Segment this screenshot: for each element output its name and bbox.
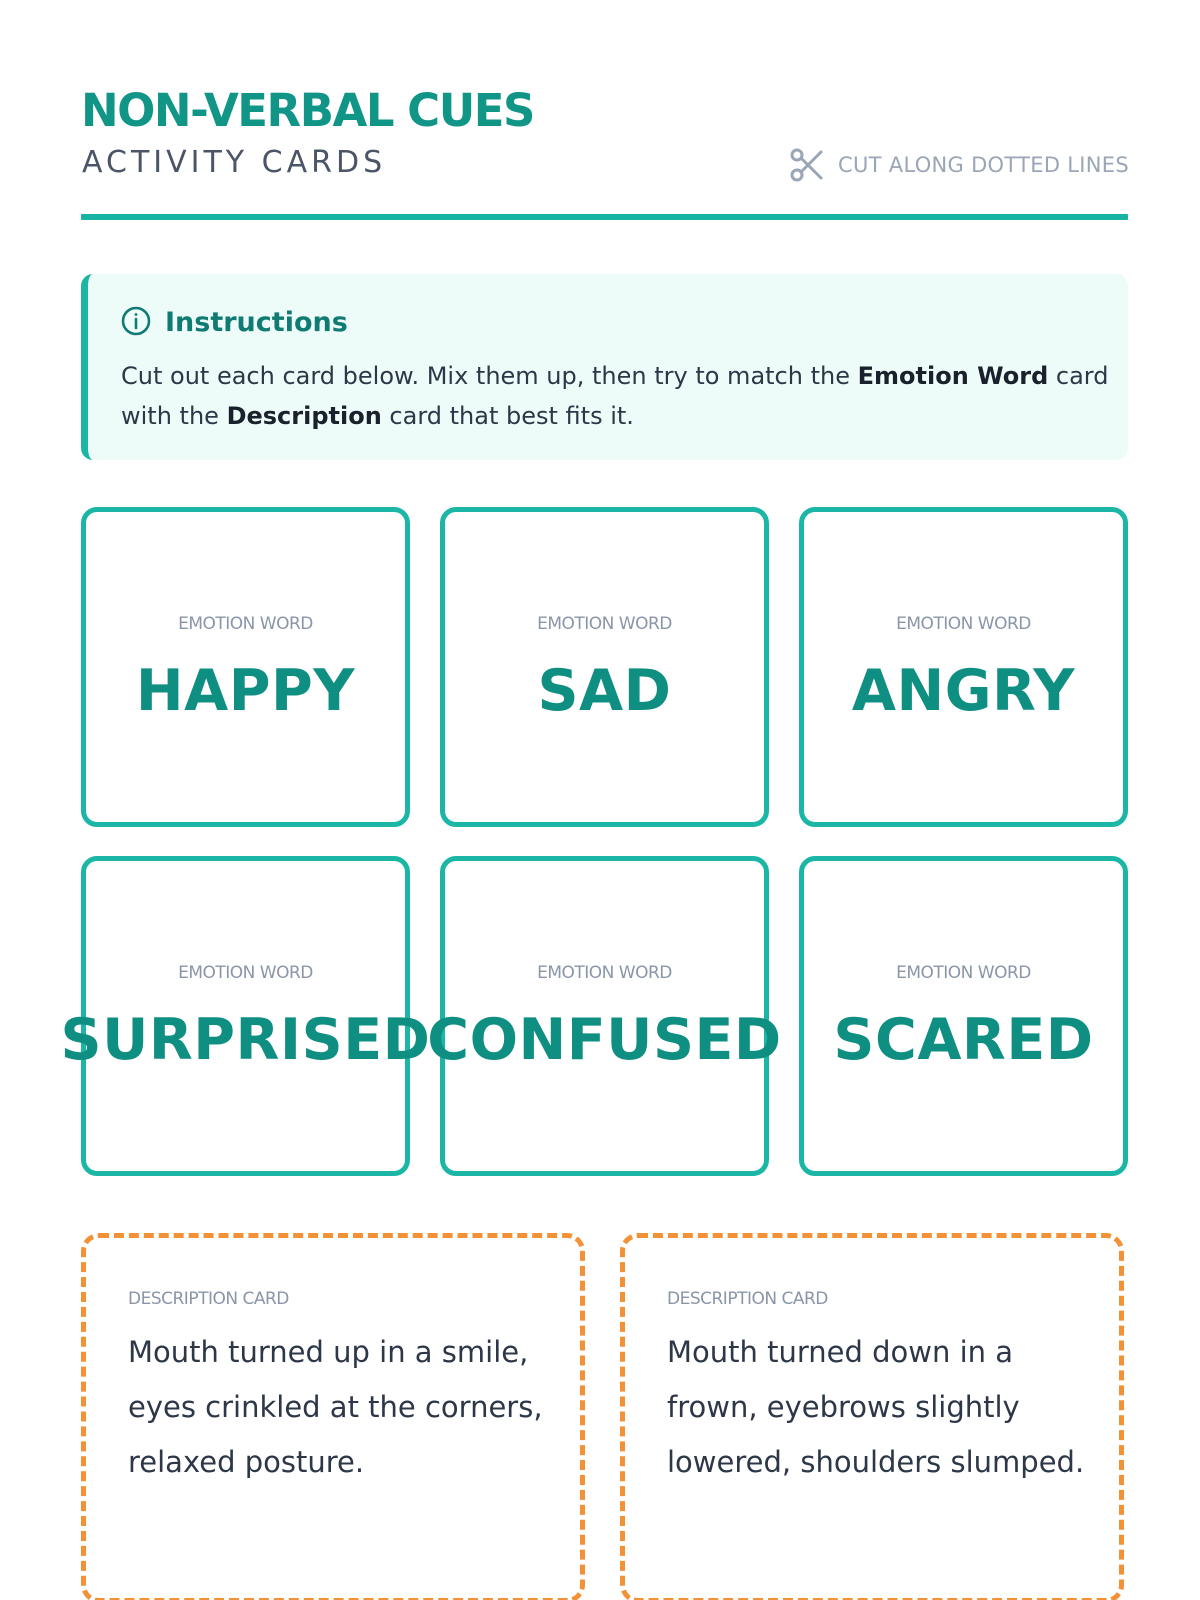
emotion-word: HAPPY xyxy=(135,658,356,724)
emotion-word: ANGRY xyxy=(851,658,1076,724)
emotion-card-surprised[interactable] xyxy=(60,856,431,1176)
scissors-icon xyxy=(790,147,824,183)
instructions-title: Instructions xyxy=(165,307,348,338)
emotion-word: SURPRISED xyxy=(60,1007,431,1073)
description-card-1[interactable] xyxy=(81,1233,585,1600)
emotion-card-label: EMOTION WORD xyxy=(537,614,672,634)
emotion-card-confused[interactable] xyxy=(427,856,782,1176)
cut-note-label: CUT ALONG DOTTED LINES xyxy=(838,153,1129,177)
emotion-word: SAD xyxy=(537,658,672,724)
emotion-card-label: EMOTION WORD xyxy=(178,614,313,634)
instructions-header xyxy=(121,306,348,340)
info-icon xyxy=(121,306,151,340)
emotion-card-angry[interactable] xyxy=(799,507,1128,827)
description-text: Mouth turned up in a smile, eyes crinkled at the corners, relaxed posture. xyxy=(128,1335,543,1479)
instructions-text: Cut out each card below. Mix them up, then try to match the Emotion Word card with the Description card that best fits it. xyxy=(121,362,1109,430)
cut-instruction xyxy=(790,147,1129,183)
header-divider xyxy=(81,214,1128,220)
emotion-card-sad[interactable] xyxy=(440,507,769,827)
emotion-card-label: EMOTION WORD xyxy=(537,963,672,983)
page-subtitle: ACTIVITY CARDS xyxy=(82,145,387,180)
emotion-card-scared[interactable] xyxy=(799,856,1128,1176)
emotion-word-emphasis: Emotion Word xyxy=(857,362,1049,390)
emotion-card-label: EMOTION WORD xyxy=(178,963,313,983)
description-text: Mouth turned down in a frown, eyebrows slightly lowered, shoulders slumped. xyxy=(667,1335,1085,1479)
emotion-card-label: EMOTION WORD xyxy=(896,963,1031,983)
emotion-word: CONFUSED xyxy=(427,1007,782,1073)
description-card-label: DESCRIPTION CARD xyxy=(667,1289,828,1309)
emotion-card-label: EMOTION WORD xyxy=(896,614,1031,634)
description-card-2[interactable] xyxy=(620,1233,1124,1600)
instructions-box xyxy=(81,274,1128,460)
description-emphasis: Description xyxy=(226,402,382,430)
emotion-word: SCARED xyxy=(833,1007,1094,1073)
page-title: NON-VERBAL CUES xyxy=(81,84,534,137)
emotion-card-happy[interactable] xyxy=(81,507,410,827)
description-card-label: DESCRIPTION CARD xyxy=(128,1289,289,1309)
